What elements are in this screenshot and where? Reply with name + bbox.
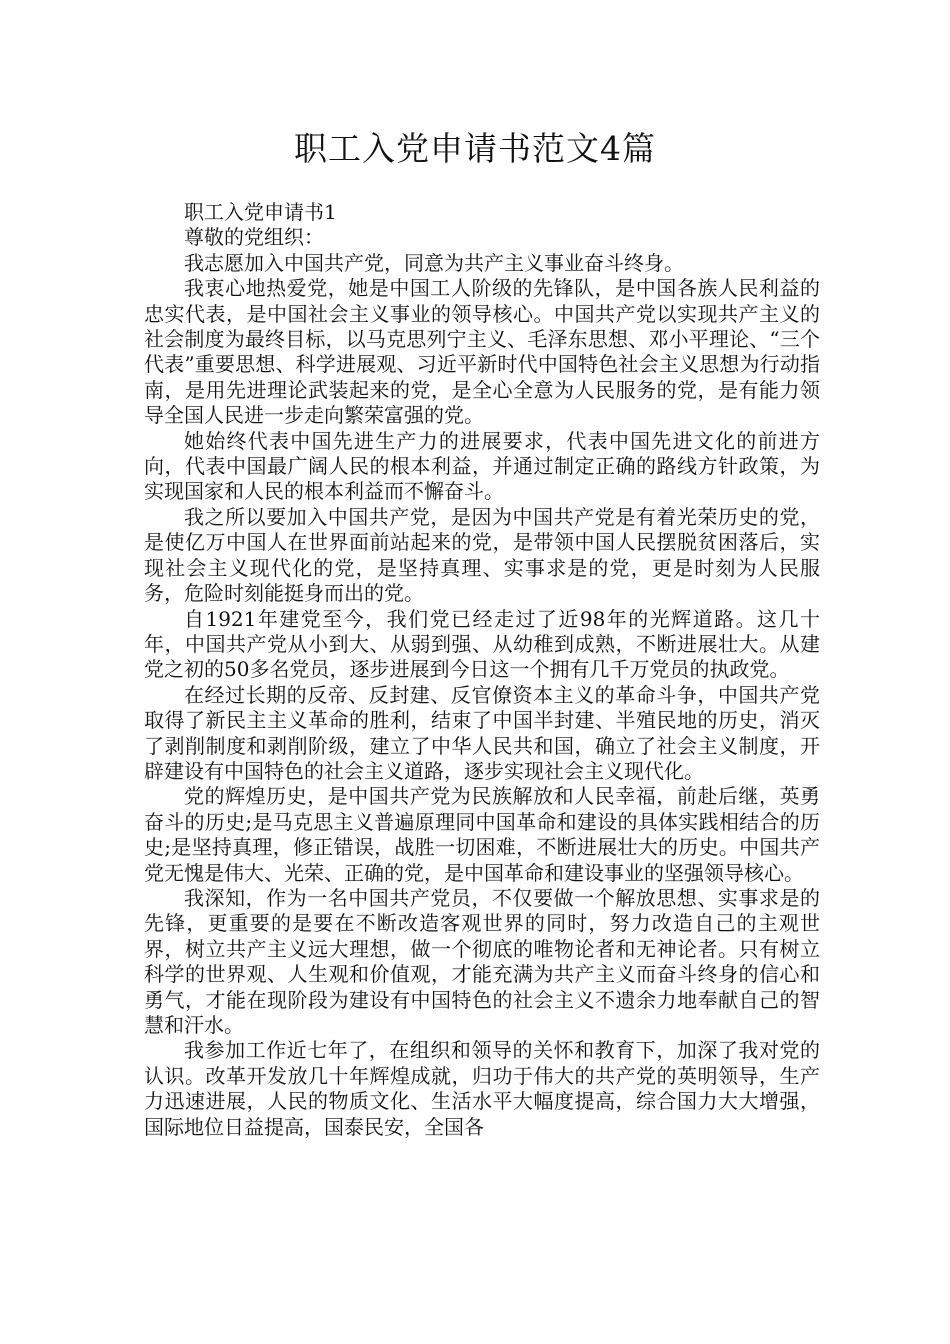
paragraph-6: 在经过长期的反帝、反封建、反官僚资本主义的革命斗争，中国共产党取得了新民主主义革命的胜利，结束了中国半封建、半殖民地的历史，消灭了剥削制度和剥削阶级，建立了中华人民共和国，确立了社会主义制度，开辟建设有中国特色的社会主义道路，逐步实现社会主义现代化。 <box>144 682 820 783</box>
paragraph-8: 我深知，作为一名中国共产党员，不仅要做一个解放思想、实事求是的先锋，更重要的是要在不断改造客观世界的同时，努力改造自己的主观世界，树立共产主义远大理想，做一个彻底的唯物论者和无神论者。只有树立科学的世界观、人生观和价值观，才能充满为共产主义而奋斗终身的信心和勇气，才能在现阶段为建设有中国特色的社会主义不遗余力地奉献自己的智慧和汗水。 <box>144 885 820 1037</box>
document-title: 职工入党申请书范文4篇 <box>294 129 656 168</box>
paragraph-2: 我衷心地热爱党，她是中国工人阶级的先锋队，是中国各族人民利益的忠实代表，是中国社会主义事业的领导核心。中国共产党以实现共产主义的社会制度为最终目标，以马克思列宁主义、毛泽东思想、邓小平理论、“三个代表”重要思想、科学进展观、习近平新时代中国特色社会主义思想为行动指南，是用先进理论武装起来的党，是全心全意为人民服务的党，是有能力领导全国人民进一步走向繁荣富强的党。 <box>144 276 820 428</box>
paragraph-5: 自1921年建党至今，我们党已经走过了近98年的光辉道路。这几十年，中国共产党从小到大、从弱到强、从幼稚到成熟，不断进展壮大。从建党之初的50多名党员，逐步进展到今日这一个拥有几千万党员的执政党。 <box>144 606 820 682</box>
document-body <box>144 200 820 1140</box>
paragraph-7: 党的辉煌历史，是中国共产党为民族解放和人民幸福，前赴后继，英勇奋斗的历史;是马克思主义普遍原理同中国革命和建设的具体实践相结合的历史;是坚持真理，修正错误，战胜一切困难，不断进展壮大的历史。中国共产党无愧是伟大、光荣、正确的党，是中国革命和建设事业的坚强领导核心。 <box>144 784 820 885</box>
paragraph-9: 我参加工作近七年了，在组织和领导的关怀和教育下，加深了我对党的认识。改革开发放几十年辉煌成就，归功于伟大的共产党的英明领导，生产力迅速进展，人民的物质文化、生活水平大幅度提高，综合国力大大增强，国际地位日益提高，国泰民安，全国各 <box>144 1038 820 1139</box>
paragraph-3: 她始终代表中国先进生产力的进展要求，代表中国先进文化的前进方向，代表中国最广阔人民的根本利益，并通过制定正确的路线方针政策，为实现国家和人民的根本利益而不懈奋斗。 <box>144 428 820 504</box>
section-heading: 职工入党申请书1 <box>184 200 337 224</box>
paragraph-1: 我志愿加入中国共产党，同意为共产主义事业奋斗终身。 <box>184 250 684 275</box>
salutation: 尊敬的党组织： <box>184 225 324 250</box>
paragraph-4: 我之所以要加入中国共产党，是因为中国共产党是有着光荣历史的党，是使亿万中国人在世界面前站起来的党，是带领中国人民摆脱贫困落后，实现社会主义现代化的党，是坚持真理、实事求是的党，更是时刻为人民服务，危险时刻能挺身而出的党。 <box>144 504 820 606</box>
